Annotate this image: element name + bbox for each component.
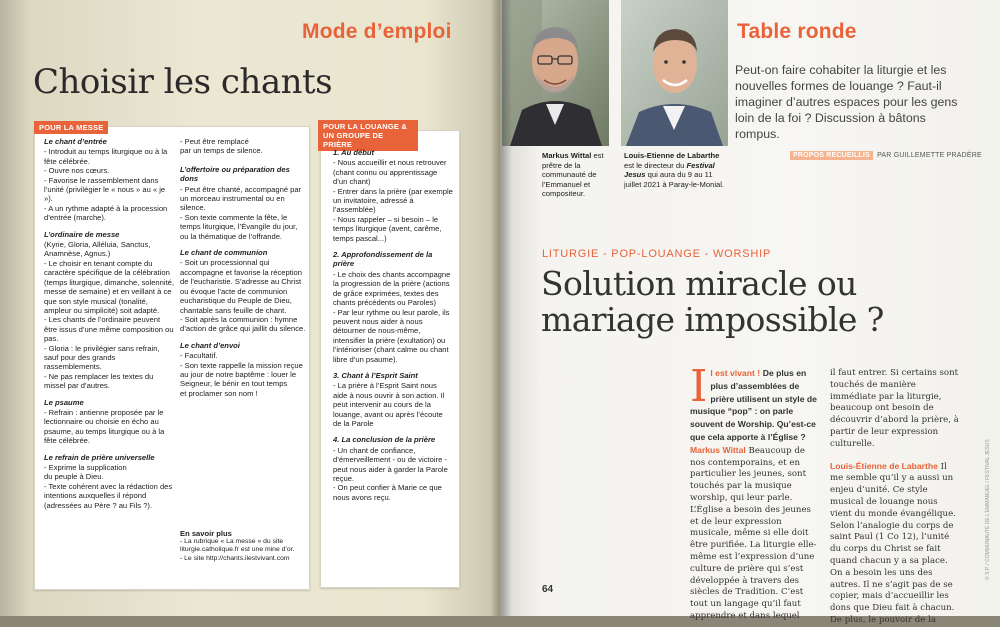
caption-louis-etienne: [624, 151, 730, 189]
messe-column-2: [180, 137, 306, 398]
section-heading: 4. La conclusion de la prière: [333, 435, 436, 445]
louange-tag: POUR LA LOUANGE & UN GROUPE DE PRIÈRE: [318, 120, 418, 151]
page-number: 64: [542, 584, 554, 595]
caption-markus: [542, 151, 614, 199]
left-page: [0, 0, 500, 616]
portrait-2-image: [621, 0, 728, 146]
speaker-louis-etienne: Louis-Étienne de Labarthe: [830, 460, 938, 471]
col2-sections: [180, 165, 306, 398]
section-text: - Soit un processionnal qui accompagne et favorise la réception de l’eucharistie. S’adresse au Christ ou évoque l’acte de communion eucharistique du Peuple de Dieu, chantable sans feuille de chant. - Soit après la communion : hymne d’action de grâce qui jaillit du silence.: [180, 258, 306, 334]
byline-author: PAR GUILLEMETTE PRADÈRE: [877, 152, 982, 159]
caption-2-post: qui aura du 9 au 11 juillet 2021 à Paray-le-Monial.: [624, 170, 725, 189]
section-heading: 2. Approfondissement de la prière: [333, 250, 433, 269]
article-headline: Solution miracle ou mariage impossible ?: [541, 264, 884, 339]
intro-paragraph: Peut-on faire cohabiter la liturgie et les nouvelles formes de louange ? Faut-il imaginer d’autres espaces pour les gens loin de la foi ? Discussion à bâtons rompus.: [735, 63, 958, 141]
section-heading: L’ordinaire de messe: [44, 229, 120, 239]
section-heading: L’offertoire ou préparation des dons: [180, 164, 290, 184]
photo-louis-etienne-de-labarthe: [621, 0, 728, 146]
lead-exclamation: l est vivant !: [710, 368, 761, 378]
portrait-1-image: [502, 0, 609, 146]
section-title-mode-emploi: Mode d’emploi: [302, 20, 452, 43]
caption-1-name: Markus Wittal: [542, 151, 592, 160]
section-heading: 1. Au début: [333, 148, 375, 157]
section-text: - Facultatif. - Son texte rappelle la mission reçue au jour de notre baptême : louer le Seigneur, le bénir en tout temps et proclamer son nom !: [180, 351, 303, 398]
page-title: Choisir les chants: [33, 62, 333, 102]
section-heading: Le chant d’envoi: [180, 340, 240, 350]
drop-cap: I: [690, 361, 708, 412]
section-text: - Le choix des chants accompagne la progression de la prière (actions de grâce exprimées, textes des chants précédents ou Paroles) - Par leur rythme ou leur parole, ils peuvent nous aider à nous détourner de nous-même, intensifier la prière (exultation) ou l’intérioriser (chant calme ou chant libre d’un psaume).: [333, 269, 451, 364]
savoir-text: - La rubrique « La messe » du site liturgie.catholique.fr est une mine d’or. - Le site http://chants.ilestvivant.com: [180, 538, 295, 562]
louange-column: [333, 148, 453, 502]
photo-markus-wittal: [502, 0, 609, 146]
savoir-plus: [180, 530, 306, 563]
section-title-table-ronde: Table ronde: [737, 20, 857, 43]
messe-column-1: [44, 137, 174, 510]
col2-intro: - Peut être remplacé par un temps de silence.: [180, 137, 263, 156]
section-text: - La prière à l’Esprit Saint nous aide à nous ouvrir à son action. Il peut intervenir au cours de la louange, avant ou après l’écoute de la Parole: [333, 381, 445, 428]
section-text: - Refrain : antienne proposée par le lectionnaire ou choisie en écho au psaume, au temps liturgique ou à la fête célébrée.: [44, 407, 165, 446]
section-heading: Le chant de communion: [180, 248, 268, 258]
caption-1-text: est prêtre de la communauté de l’Emmanuel et compositeur.: [542, 151, 604, 199]
gutter-shadow: [490, 0, 512, 616]
savoir-title: En savoir plus: [180, 529, 232, 538]
section-heading: Le chant d’entrée: [44, 137, 107, 146]
section-heading: Le psaume: [44, 397, 84, 407]
section-heading: Le refrain de prière universelle: [44, 452, 155, 462]
section-text: - Introduit au temps liturgique ou à la fête célébrée. - Ouvre nos cœurs. - Favorise le rassemblement dans l’unité (privilégier le « nous » au « je »). - A un rythme adapté à la procession d’entrée (marche).: [44, 147, 168, 223]
article-column-2: [830, 368, 960, 627]
caption-2-pre: est le directeur du: [624, 160, 685, 170]
caption-2-festival: Festival Jesus: [624, 160, 715, 180]
answer-markus-continued: il faut entrer. Si certains sont touchés de manière immédiate par la liturgie, beaucoup ont besoin de découvrir d’abord la prière, à partir de leur expression culturelle.: [830, 368, 959, 449]
section-text: - Peut être chanté, accompagné par un morceau instrumental ou en silence. - Son texte commente la fête, le temps liturgique, l’Évangile du jour, ou la thématique de l’offrande.: [180, 184, 302, 241]
speaker-markus: Markus Wittal: [690, 444, 746, 455]
section-text: - Nous accueillir et nous retrouver (chant connu ou apprentissage d’un chant) - Entrer dans la prière (par exemple un invitatoire, adressé à l’assemblée) - Nous rappeler – si besoin – le temps liturgique (avent, carême, temps pascal...): [333, 158, 453, 243]
messe-tag: POUR LA MESSE: [34, 121, 108, 134]
section-text: (Kyrie, Gloria, Alléluia, Sanctus, Anamnèse, Agnus.) - Le choisir en tenant compte du caractère spécifique de la célébration (temps liturgique, dimanche, solennité, messe de semaine) et en veillant à ce que son style musical (tonalité, ampleur ou simplicité) soit adapté. - Les chants de l’ordinaire peuvent être issus d’une même composition ou pas. - Gloria : le privilégier sans refrain, sauf pour des grands rassemblements. - Ne pas remplacer les textes du missel par d’autres.: [44, 240, 175, 391]
section-text: - Exprime la supplication du peuple à Dieu. - Texte cohérent avec la rédaction des intentions auxquelles il répond (adressées au Père ? au Fils ?).: [44, 463, 173, 510]
answer-louis-etienne: Il me semble qu’il y a aussi un enjeu d’unité. Ce style musical de louange nous vient du monde évangélique. Selon l’analogie du corps de saint Paul (1 Co 12), l’unité du corps du Christ se fait quand chacun y a sa place. On a besoin les uns des autres. Il ne s’agit pas de se copier, mais d’accueillir les dons que Dieu fait à chacun. De plus, le pouvoir de la: [830, 461, 956, 625]
caption-2-name: Louis-Etienne de Labarthe: [624, 151, 720, 160]
section-text: - Un chant de confiance, d’émerveillement - ou de victoire - peut nous aider à garder la Parole reçue. - On peut confier à Marie ce que nous avons reçu.: [333, 445, 448, 502]
photo-credit: © S.P. / COMMUNAUTÉ DE L’EMMANUEL / FESTIVAL JESUS: [985, 439, 991, 580]
section-heading: 3. Chant à l’Esprit Saint: [333, 370, 418, 380]
byline: [790, 152, 982, 159]
article-column-1: [690, 361, 820, 623]
article-kicker: LITURGIE - POP-LOUANGE - WORSHIP: [542, 248, 772, 260]
answer-markus: Beaucoup de nos contemporains, et en particulier les jeunes, sont touchés par la musique worship, qui leur parle. L’Église a besoin des jeunes et de leur expression musicale, même si elle doit être purifiée. La liturgie elle-même est l’expression d’une culture de prière qui s’est développée à travers des siècles de Tradition. C’est tout un langage qu’il faut apprendre et dans lequel: [690, 445, 817, 621]
lead-question: De plus en plus d’assemblées de prière utilisent un style de musique “pop” : on parle souvent de Worship. Qu’est-ce que cela apporte à l’Église ?: [690, 368, 817, 442]
byline-tag: PROPOS RECUEILLIS: [790, 151, 873, 160]
